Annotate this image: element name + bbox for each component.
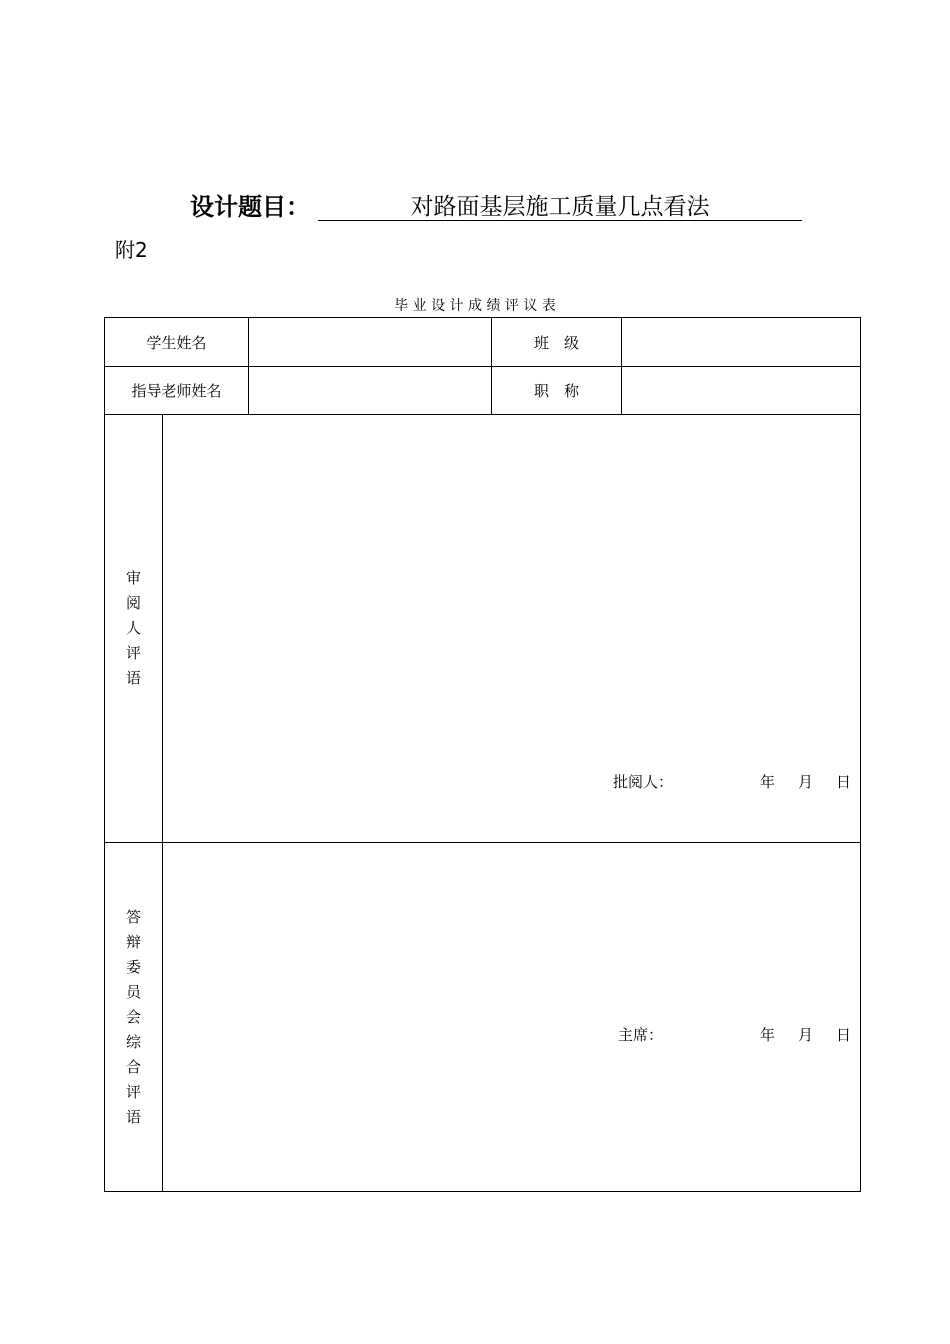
form-title: 毕 业 设 计 成 绩 评 议 表: [394, 298, 556, 314]
design-topic-row: [190, 190, 810, 224]
design-topic-label: 设计题目：: [190, 193, 310, 221]
job-title-label-cell: [491, 366, 622, 415]
class-label: 班 级: [533, 333, 579, 352]
review-month-label: 月: [798, 773, 814, 791]
defense-committee-side-label: [104, 842, 163, 1192]
appendix-label: 附2: [115, 238, 148, 262]
class-label-cell: [491, 317, 622, 367]
job-title-field[interactable]: [621, 366, 861, 415]
student-name-label-cell: [104, 317, 249, 367]
side-char: 审: [125, 569, 141, 587]
side-char: 综: [125, 1032, 141, 1051]
side-char: 会: [125, 1007, 141, 1026]
chair-signer-label: 主席：: [618, 1026, 664, 1044]
side-char: 员: [125, 982, 141, 1001]
reviewer-comments-area[interactable]: [162, 414, 861, 843]
side-char: 阅: [125, 594, 141, 612]
side-char: 人: [125, 619, 141, 637]
side-char: 评: [125, 1082, 141, 1101]
side-char: 委: [125, 957, 141, 976]
side-char: 答: [125, 907, 141, 926]
class-field[interactable]: [621, 317, 861, 367]
defense-day-label: 日: [836, 1026, 852, 1044]
student-name-field[interactable]: [248, 317, 492, 367]
student-name-label: 学生姓名: [146, 333, 207, 352]
side-char: 辩: [125, 932, 141, 951]
review-year-label: 年: [760, 773, 776, 791]
defense-committee-comments-area[interactable]: [162, 842, 861, 1192]
advisor-name-field[interactable]: [248, 366, 492, 415]
advisor-name-label-cell: [104, 366, 249, 415]
reviewer-comments-side-label: [104, 414, 163, 843]
side-char: 合: [125, 1057, 141, 1076]
side-char: 评: [125, 644, 141, 662]
side-char: 语: [125, 1107, 141, 1126]
defense-year-label: 年: [760, 1026, 776, 1044]
reviewer-signer-label: 批阅人：: [613, 773, 674, 791]
job-title-label: 职 称: [533, 382, 579, 400]
grade-evaluation-table: [104, 317, 861, 1192]
defense-month-label: 月: [798, 1026, 814, 1044]
side-char: 语: [125, 669, 141, 687]
advisor-name-label: 指导老师姓名: [131, 382, 222, 400]
review-day-label: 日: [836, 773, 852, 791]
design-topic-underline: [318, 190, 802, 221]
design-topic-value: 对路面基层施工质量几点看法: [410, 194, 710, 220]
